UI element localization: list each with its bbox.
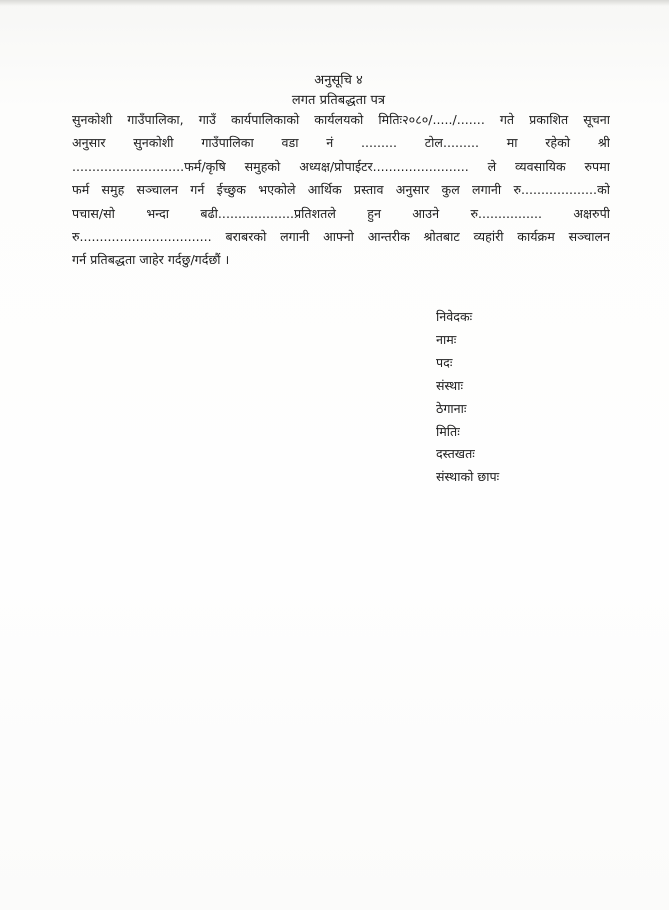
paragraph-line: पचास/सो भन्दा बढी...................प्रतिशतले हुन आउने रु................ अक्षरुपी [72,205,610,221]
paragraph-line: सुनकोशी गाउँपालिका, गाउँ कार्यपालिकाको कार्यलयको मितिः२०८०/...../....... गते प्रकाशित सूचना [72,112,610,127]
paragraph-line: गर्न प्रतिबद्धता जाहेर गर्दछु/गर्दछौं । [72,252,230,268]
commitment-paragraph [72,108,610,272]
applicant-label: निवेदकः [436,309,473,324]
address-label: ठेगानाः [436,400,467,416]
signature-block [436,306,499,489]
paragraph-line: रु................................. बराबरको लगानी आफ्नो आन्तरीक श्रोतबाट व्यहांरी कार्यक्रम सञ्चालन [72,229,610,245]
organization-label: संस्थाः [436,377,464,393]
date-label: मितिः [436,423,460,439]
paragraph-line: अनुसार सुनकोशी गाउँपालिका वडा नं ......... टोल......... मा रहेको श्री [72,135,610,151]
signature-label: दस्तखतः [436,446,475,462]
paragraph-line: ............................फर्म/कृषि समुहको अध्यक्ष/प्रोपाईटर........................ ले व्यवसायिक रुपमा [72,158,610,174]
position-label: पदः [436,354,453,370]
schedule-heading: अनुसूचि ४ [314,73,363,88]
paragraph-line: फर्म समुह सञ्चालन गर्न ईच्छुक भएकोले आर्थिक प्रस्ताव अनुसार कुल लगानी रु...................को [72,182,610,198]
name-label: नामः [436,331,457,347]
page-top-edge [0,0,669,6]
seal-label: संस्थाको छापः [436,469,500,485]
document-title: लगत प्रतिबद्धता पत्र [291,93,386,108]
